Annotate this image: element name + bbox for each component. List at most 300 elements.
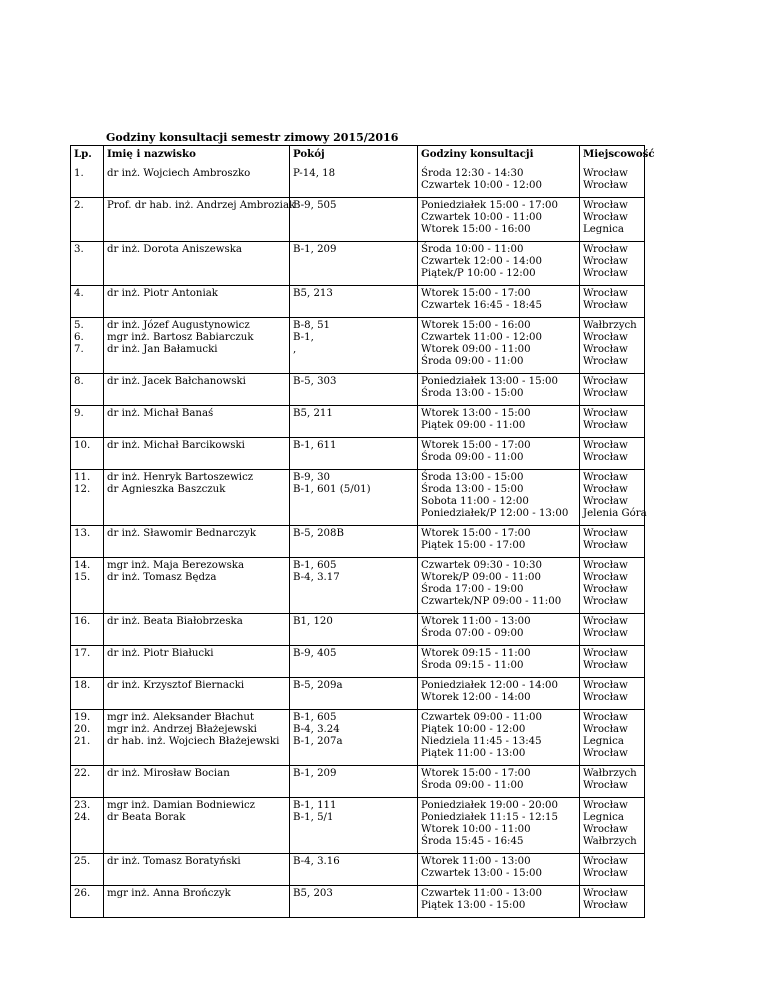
- city-line: Wrocław: [583, 376, 628, 387]
- cell-name: [104, 854, 290, 886]
- name-line: dr inż. Józef Augustynowicz: [107, 320, 250, 331]
- cell-lp: [71, 318, 104, 374]
- city-line: Wrocław: [583, 856, 628, 867]
- cell-hours: [418, 526, 580, 558]
- table-row: [71, 242, 645, 286]
- room-line: B-1, 611: [293, 440, 337, 451]
- name-line: dr inż. Krzysztof Biernacki: [107, 680, 245, 691]
- name-line: dr inż. Beata Białobrzeska: [107, 616, 243, 627]
- name-line: mgr inż. Andrzej Błażejewski: [107, 724, 257, 735]
- cell-hours: [418, 646, 580, 678]
- hours-line: Wtorek 09:15 - 11:00: [421, 648, 531, 659]
- hours-line: Środa 13:00 - 15:00: [421, 388, 524, 399]
- city-line: Wrocław: [583, 680, 628, 691]
- cell-hours: [418, 766, 580, 798]
- cell-hours: [418, 710, 580, 766]
- room-line: B-1,: [293, 332, 314, 343]
- hours-line: Wtorek 15:00 - 17:00: [421, 440, 531, 451]
- document-title: Godziny konsultacji semestr zimowy 2015/2016: [106, 131, 399, 144]
- cell-city: [580, 318, 645, 374]
- table-row: [71, 470, 645, 526]
- city-line: Wrocław: [583, 452, 628, 463]
- city-line: Wałbrzych: [583, 320, 637, 331]
- cell-room: [290, 242, 418, 286]
- city-line: Wrocław: [583, 244, 628, 255]
- city-line: Wrocław: [583, 356, 628, 367]
- lp-line: 3.: [74, 244, 84, 255]
- cell-lp: [71, 886, 104, 918]
- hours-line: Wtorek 15:00 - 17:00: [421, 768, 531, 779]
- lp-line: 10.: [74, 440, 91, 451]
- name-line: mgr inż. Damian Bodniewicz: [107, 800, 256, 811]
- room-line: B-8, 51: [293, 320, 331, 331]
- cell-hours: [418, 798, 580, 854]
- cell-lp: [71, 166, 104, 198]
- hours-line: Wtorek 09:00 - 11:00: [421, 344, 531, 355]
- hours-line: Poniedziałek/P 12:00 - 13:00: [421, 508, 569, 519]
- lp-line: 9.: [74, 408, 84, 419]
- hours-line: Wtorek 10:00 - 11:00: [421, 824, 531, 835]
- table-row: [71, 374, 645, 406]
- table-row: [71, 710, 645, 766]
- city-line: Wrocław: [583, 628, 628, 639]
- city-line: Wrocław: [583, 712, 628, 723]
- cell-city: [580, 678, 645, 710]
- cell-city: [580, 614, 645, 646]
- cell-lp: [71, 678, 104, 710]
- hours-line: Czwartek 11:00 - 13:00: [421, 888, 542, 899]
- header-city: Miejscowość: [580, 146, 645, 167]
- city-line: Wrocław: [583, 288, 628, 299]
- hours-line: Poniedziałek 11:15 - 12:15: [421, 812, 559, 823]
- cell-room: [290, 406, 418, 438]
- cell-name: [104, 242, 290, 286]
- cell-name: [104, 438, 290, 470]
- city-line: Wrocław: [583, 724, 628, 735]
- hours-line: Poniedziałek 19:00 - 20:00: [421, 800, 559, 811]
- header-lp: Lp.: [71, 146, 104, 167]
- cell-lp: [71, 242, 104, 286]
- hours-line: Wtorek 11:00 - 13:00: [421, 616, 531, 627]
- cell-city: [580, 710, 645, 766]
- cell-lp: [71, 526, 104, 558]
- cell-hours: [418, 198, 580, 242]
- cell-name: [104, 286, 290, 318]
- name-line: dr inż. Michał Banaś: [107, 408, 214, 419]
- cell-hours: [418, 166, 580, 198]
- cell-hours: [418, 614, 580, 646]
- city-line: Wrocław: [583, 256, 628, 267]
- table-row: [71, 166, 645, 198]
- name-line: mgr inż. Maja Berezowska: [107, 560, 245, 571]
- name-line: mgr inż. Anna Brończyk: [107, 888, 231, 899]
- hours-line: Środa 13:00 - 15:00: [421, 484, 524, 495]
- cell-lp: [71, 798, 104, 854]
- cell-room: [290, 646, 418, 678]
- cell-city: [580, 526, 645, 558]
- cell-name: [104, 318, 290, 374]
- lp-line: 15.: [74, 572, 91, 583]
- hours-line: Czwartek 10:00 - 12:00: [421, 180, 542, 191]
- cell-name: [104, 526, 290, 558]
- cell-lp: [71, 854, 104, 886]
- table-row: [71, 286, 645, 318]
- hours-line: Poniedziałek 12:00 - 14:00: [421, 680, 559, 691]
- lp-line: 2.: [74, 200, 84, 211]
- cell-city: [580, 242, 645, 286]
- city-line: Wrocław: [583, 900, 628, 911]
- name-line: dr inż. Tomasz Boratyński: [107, 856, 241, 867]
- lp-line: 12.: [74, 484, 91, 495]
- hours-line: Czwartek 16:45 - 18:45: [421, 300, 542, 311]
- city-line: Wrocław: [583, 420, 628, 431]
- cell-city: [580, 198, 645, 242]
- hours-line: Poniedziałek 15:00 - 17:00: [421, 200, 559, 211]
- cell-hours: [418, 558, 580, 614]
- city-line: Wrocław: [583, 440, 628, 451]
- hours-line: Niedziela 11:45 - 13:45: [421, 736, 542, 747]
- city-line: Wrocław: [583, 496, 628, 507]
- table-row: [71, 558, 645, 614]
- consultation-table: [70, 145, 655, 918]
- room-line: B-1, 111: [293, 800, 337, 811]
- hours-line: Środa 09:00 - 11:00: [421, 780, 524, 791]
- hours-line: Czwartek 13:00 - 15:00: [421, 868, 542, 879]
- hours-line: Czwartek 09:30 - 10:30: [421, 560, 542, 571]
- hours-line: Środa 10:00 - 11:00: [421, 244, 524, 255]
- cell-city: [580, 438, 645, 470]
- room-line: B-1, 605: [293, 560, 337, 571]
- city-line: Wrocław: [583, 212, 628, 223]
- room-line: B-1, 605: [293, 712, 337, 723]
- city-line: Wrocław: [583, 540, 628, 551]
- cell-hours: [418, 242, 580, 286]
- city-line: Wrocław: [583, 332, 628, 343]
- name-line: dr Agnieszka Baszczuk: [107, 484, 226, 495]
- name-line: mgr inż. Bartosz Babiarczuk: [107, 332, 254, 343]
- hours-line: Środa 13:00 - 15:00: [421, 472, 524, 483]
- cell-name: [104, 766, 290, 798]
- lp-line: 6.: [74, 332, 84, 343]
- cell-room: [290, 198, 418, 242]
- hours-line: Środa 15:45 - 16:45: [421, 836, 524, 847]
- cell-name: [104, 406, 290, 438]
- hours-line: Wtorek 11:00 - 13:00: [421, 856, 531, 867]
- cell-room: [290, 614, 418, 646]
- city-line: Wałbrzych: [583, 836, 637, 847]
- city-line: Wrocław: [583, 660, 628, 671]
- cell-hours: [418, 470, 580, 526]
- name-line: mgr inż. Aleksander Błachut: [107, 712, 255, 723]
- room-line: B5, 213: [293, 288, 333, 299]
- cell-room: [290, 438, 418, 470]
- hours-line: Piątek 15:00 - 17:00: [421, 540, 526, 551]
- city-line: Wrocław: [583, 692, 628, 703]
- city-line: Wrocław: [583, 572, 628, 583]
- header-room: Pokój: [290, 146, 418, 167]
- cell-city: [580, 886, 645, 918]
- city-line: Wrocław: [583, 868, 628, 879]
- room-line: B-4, 3.16: [293, 856, 340, 867]
- cell-room: [290, 766, 418, 798]
- hours-line: Piątek 11:00 - 13:00: [421, 748, 526, 759]
- cell-hours: [418, 318, 580, 374]
- city-line: Wrocław: [583, 300, 628, 311]
- header-row: [71, 146, 645, 167]
- cell-name: [104, 886, 290, 918]
- city-line: Wrocław: [583, 780, 628, 791]
- city-line: Wrocław: [583, 200, 628, 211]
- hours-line: Wtorek/P 09:00 - 11:00: [421, 572, 541, 583]
- hours-line: Środa 17:00 - 19:00: [421, 584, 524, 595]
- table-row: [71, 854, 645, 886]
- cell-city: [580, 286, 645, 318]
- cell-hours: [418, 854, 580, 886]
- cell-room: [290, 558, 418, 614]
- table-row: [71, 798, 645, 854]
- hours-line: Środa 07:00 - 09:00: [421, 628, 524, 639]
- cell-hours: [418, 406, 580, 438]
- cell-city: [580, 854, 645, 886]
- lp-line: 4.: [74, 288, 84, 299]
- cell-room: [290, 710, 418, 766]
- lp-line: 25.: [74, 856, 91, 867]
- header-name: Imię i nazwisko: [104, 146, 290, 167]
- table-row: [71, 646, 645, 678]
- table-row: [71, 678, 645, 710]
- name-line: dr inż. Sławomir Bednarczyk: [107, 528, 257, 539]
- city-line: Wrocław: [583, 748, 628, 759]
- name-line: dr hab. inż. Wojciech Błażejewski: [107, 736, 280, 747]
- table-row: [71, 766, 645, 798]
- lp-line: 20.: [74, 724, 91, 735]
- cell-city: [580, 470, 645, 526]
- hours-line: Piątek 10:00 - 12:00: [421, 724, 526, 735]
- city-line: Wrocław: [583, 584, 628, 595]
- hours-line: Poniedziałek 13:00 - 15:00: [421, 376, 559, 387]
- cell-city: [580, 406, 645, 438]
- table-row: [71, 198, 645, 242]
- room-line: B5, 203: [293, 888, 333, 899]
- room-line: B-1, 209: [293, 244, 337, 255]
- hours-line: Czwartek 10:00 - 11:00: [421, 212, 542, 223]
- cell-room: [290, 798, 418, 854]
- city-line: Wrocław: [583, 180, 628, 191]
- cell-lp: [71, 286, 104, 318]
- cell-room: [290, 470, 418, 526]
- hours-line: Czwartek/NP 09:00 - 11:00: [421, 596, 562, 607]
- cell-name: [104, 646, 290, 678]
- hours-line: Wtorek 13:00 - 15:00: [421, 408, 531, 419]
- cell-lp: [71, 766, 104, 798]
- room-line: B-1, 207a: [293, 736, 343, 747]
- city-line: Wrocław: [583, 344, 628, 355]
- lp-line: 21.: [74, 736, 91, 747]
- cell-room: [290, 318, 418, 374]
- cell-city: [580, 558, 645, 614]
- room-line: B-9, 405: [293, 648, 337, 659]
- name-line: dr inż. Tomasz Będza: [107, 572, 217, 583]
- hours-line: Piątek 09:00 - 11:00: [421, 420, 526, 431]
- table-row: [71, 614, 645, 646]
- hours-line: Wtorek 15:00 - 17:00: [421, 528, 531, 539]
- room-line: B-4, 3.17: [293, 572, 340, 583]
- name-line: dr inż. Henryk Bartoszewicz: [107, 472, 254, 483]
- cell-room: [290, 886, 418, 918]
- name-line: dr inż. Michał Barcikowski: [107, 440, 245, 451]
- name-line: dr inż. Piotr Białucki: [107, 648, 214, 659]
- cell-name: [104, 374, 290, 406]
- city-line: Legnica: [583, 224, 624, 235]
- room-line: B-5, 303: [293, 376, 337, 387]
- city-line: Wrocław: [583, 616, 628, 627]
- city-line: Wrocław: [583, 268, 628, 279]
- cell-room: [290, 286, 418, 318]
- room-line: B1, 120: [293, 616, 333, 627]
- lp-line: 19.: [74, 712, 91, 723]
- cell-lp: [71, 198, 104, 242]
- hours-line: Wtorek 15:00 - 16:00: [421, 320, 531, 331]
- cell-name: [104, 710, 290, 766]
- city-line: Wrocław: [583, 408, 628, 419]
- lp-line: 18.: [74, 680, 91, 691]
- city-line: Wrocław: [583, 648, 628, 659]
- name-line: dr inż. Mirosław Bocian: [107, 768, 230, 779]
- lp-line: 17.: [74, 648, 91, 659]
- cell-name: [104, 798, 290, 854]
- lp-line: 11.: [74, 472, 91, 483]
- cell-name: [104, 614, 290, 646]
- city-line: Wrocław: [583, 888, 628, 899]
- lp-line: 24.: [74, 812, 91, 823]
- city-line: Legnica: [583, 736, 624, 747]
- city-line: Jelenia Góra: [583, 508, 647, 519]
- cell-lp: [71, 558, 104, 614]
- hours-line: Wtorek 15:00 - 16:00: [421, 224, 531, 235]
- cell-hours: [418, 438, 580, 470]
- name-line: dr inż. Jacek Bałchanowski: [107, 376, 246, 387]
- city-line: Wrocław: [583, 800, 628, 811]
- header-hours: Godziny konsultacji: [418, 146, 580, 167]
- cell-name: [104, 166, 290, 198]
- city-line: Wałbrzych: [583, 768, 637, 779]
- city-line: Wrocław: [583, 484, 628, 495]
- lp-line: 13.: [74, 528, 91, 539]
- city-line: Wrocław: [583, 824, 628, 835]
- hours-line: Piątek/P 10:00 - 12:00: [421, 268, 536, 279]
- lp-line: 22.: [74, 768, 91, 779]
- name-line: Prof. dr hab. inż. Andrzej Ambroziak: [107, 200, 296, 211]
- cell-city: [580, 646, 645, 678]
- room-line: B-4, 3.24: [293, 724, 340, 735]
- lp-line: 23.: [74, 800, 91, 811]
- cell-name: [104, 558, 290, 614]
- city-line: Wrocław: [583, 388, 628, 399]
- room-line: ,: [293, 344, 297, 355]
- cell-room: [290, 678, 418, 710]
- cell-city: [580, 798, 645, 854]
- cell-city: [580, 166, 645, 198]
- room-line: P-14, 18: [293, 168, 336, 179]
- cell-hours: [418, 886, 580, 918]
- city-line: Legnica: [583, 812, 624, 823]
- cell-lp: [71, 470, 104, 526]
- name-line: dr Beata Borak: [107, 812, 186, 823]
- hours-line: Środa 09:00 - 11:00: [421, 356, 524, 367]
- cell-name: [104, 470, 290, 526]
- hours-line: Czwartek 11:00 - 12:00: [421, 332, 542, 343]
- cell-name: [104, 678, 290, 710]
- cell-lp: [71, 406, 104, 438]
- cell-lp: [71, 614, 104, 646]
- room-line: B5, 211: [293, 408, 333, 419]
- hours-line: Piątek 13:00 - 15:00: [421, 900, 526, 911]
- hours-line: Środa 09:15 - 11:00: [421, 660, 524, 671]
- cell-hours: [418, 286, 580, 318]
- hours-line: Środa 09:00 - 11:00: [421, 452, 524, 463]
- name-line: dr inż. Wojciech Ambroszko: [107, 168, 251, 179]
- hours-line: Wtorek 15:00 - 17:00: [421, 288, 531, 299]
- room-line: B-1, 5/1: [293, 812, 334, 823]
- room-line: B-1, 601 (5/01): [293, 484, 371, 495]
- city-line: Wrocław: [583, 560, 628, 571]
- lp-line: 7.: [74, 344, 84, 355]
- city-line: Wrocław: [583, 528, 628, 539]
- room-line: B-5, 209a: [293, 680, 343, 691]
- lp-line: 5.: [74, 320, 84, 331]
- cell-room: [290, 854, 418, 886]
- name-line: dr inż. Jan Bałamucki: [107, 344, 218, 355]
- room-line: B-9, 30: [293, 472, 331, 483]
- room-line: B-1, 209: [293, 768, 337, 779]
- name-line: dr inż. Piotr Antoniak: [107, 288, 218, 299]
- cell-hours: [418, 374, 580, 406]
- city-line: Wrocław: [583, 472, 628, 483]
- table-row: [71, 318, 645, 374]
- room-line: B-9, 505: [293, 200, 337, 211]
- cell-room: [290, 526, 418, 558]
- lp-line: 1.: [74, 168, 84, 179]
- hours-line: Sobota 11:00 - 12:00: [421, 496, 529, 507]
- hours-line: Wtorek 12:00 - 14:00: [421, 692, 531, 703]
- hours-line: Czwartek 09:00 - 11:00: [421, 712, 542, 723]
- hours-line: Czwartek 12:00 - 14:00: [421, 256, 542, 267]
- table-row: [71, 526, 645, 558]
- cell-lp: [71, 438, 104, 470]
- cell-city: [580, 374, 645, 406]
- lp-line: 16.: [74, 616, 91, 627]
- lp-line: 26.: [74, 888, 91, 899]
- cell-hours: [418, 678, 580, 710]
- cell-name: [104, 198, 296, 242]
- cell-lp: [71, 646, 104, 678]
- table-row: [71, 438, 645, 470]
- cell-room: [290, 166, 418, 198]
- hours-line: Środa 12:30 - 14:30: [421, 168, 524, 179]
- lp-line: 14.: [74, 560, 91, 571]
- cell-city: [580, 766, 645, 798]
- room-line: B-5, 208B: [293, 528, 345, 539]
- table-row: [71, 406, 645, 438]
- name-line: dr inż. Dorota Aniszewska: [107, 244, 242, 255]
- city-line: Wrocław: [583, 168, 628, 179]
- cell-lp: [71, 374, 104, 406]
- table-row: [71, 886, 645, 918]
- lp-line: 8.: [74, 376, 84, 387]
- cell-room: [290, 374, 418, 406]
- cell-lp: [71, 710, 104, 766]
- city-line: Wrocław: [583, 596, 628, 607]
